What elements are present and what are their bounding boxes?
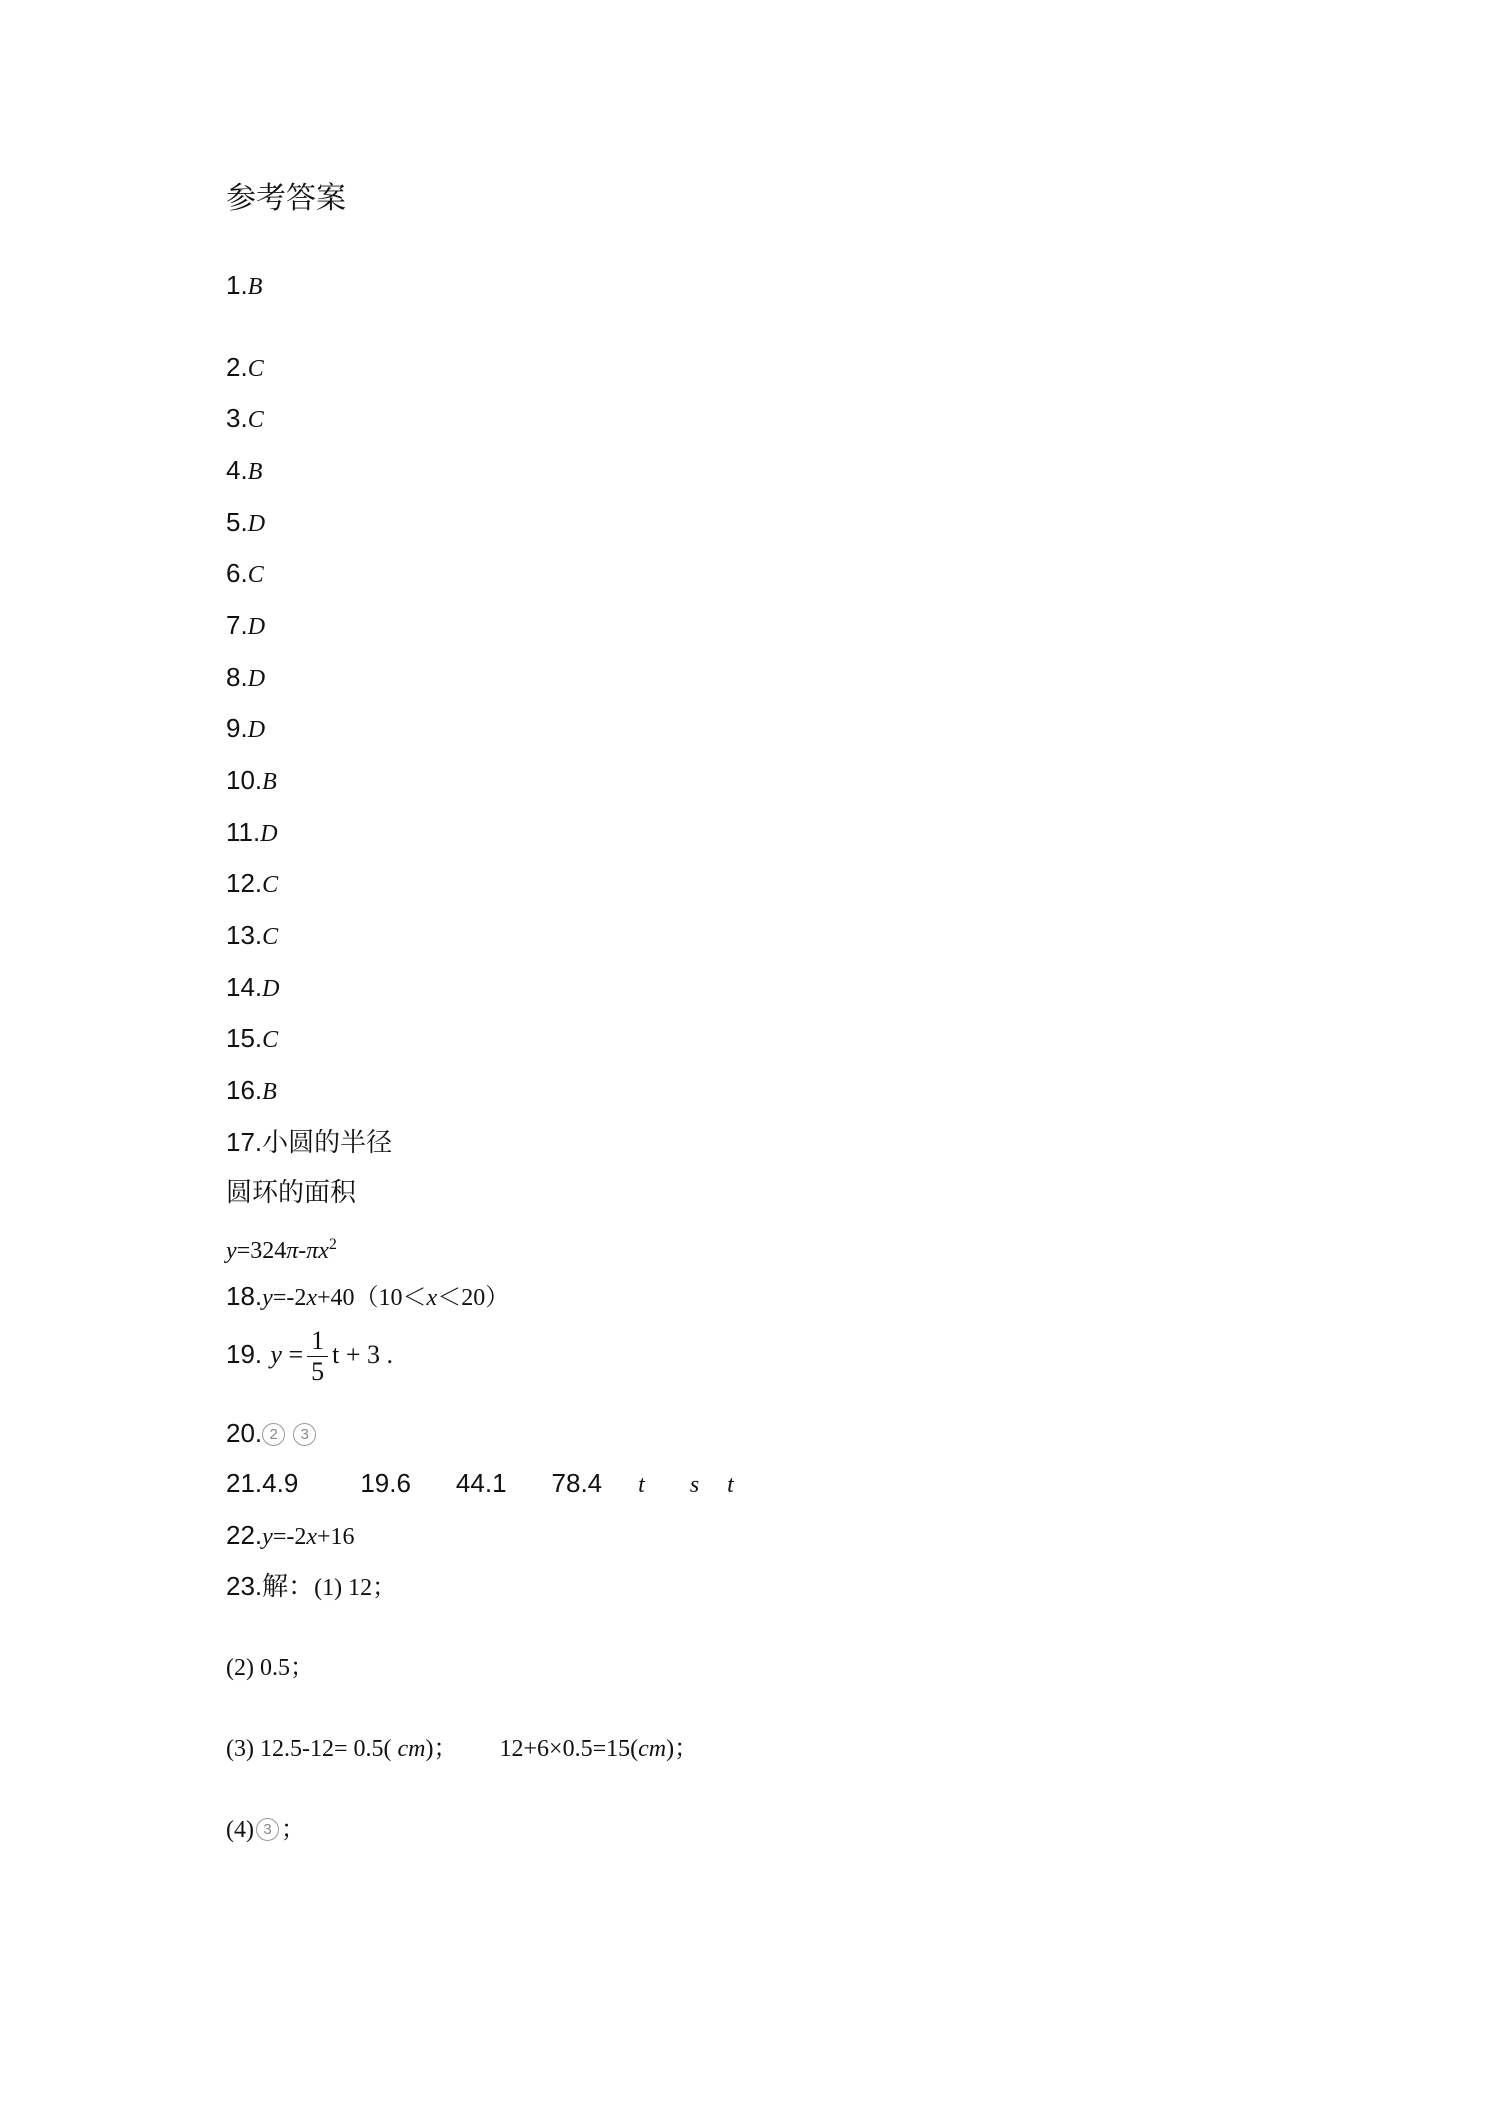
answer-11: 11.D xyxy=(226,817,278,847)
answer-20: 20. 2 3 xyxy=(226,1418,324,1449)
page-title: 参考答案 xyxy=(226,181,346,216)
answer-22: 22.y=-2x+16 xyxy=(226,1520,355,1550)
answer-23-part4: (4) 3 ； xyxy=(226,1817,305,1843)
answer-12: 12.C xyxy=(226,868,279,898)
circled-number: 3 xyxy=(256,1818,279,1841)
answer-15: 15.C xyxy=(226,1023,279,1053)
answer-4: 4.B xyxy=(226,455,263,485)
answer-9: 9.D xyxy=(226,713,266,743)
answer-5: 5.D xyxy=(226,507,266,537)
answer-7: 7.D xyxy=(226,610,266,640)
answer-16: 16.B xyxy=(226,1075,277,1105)
answer-23-part1: 23.解：(1) 12； xyxy=(226,1571,397,1602)
answer-10: 10.B xyxy=(226,765,277,795)
answer-17-line1: 17.小圆的半径 xyxy=(226,1127,393,1158)
fraction: $\frac{1}{5}$ xyxy=(307,1326,328,1387)
answer-21: 21.4.9 19.6 44.1 78.4 t s t xyxy=(226,1468,734,1498)
answer-2: 2.C xyxy=(226,352,264,382)
answer-17-formula: $y=324\pi-\pi x^2$ xyxy=(226,1236,337,1264)
answer-6: 6.C xyxy=(226,558,264,588)
answer-18: 18.y=-2x+40（10＜x＜20） xyxy=(226,1281,510,1311)
answer-23-part2: (2) 0.5； xyxy=(226,1655,314,1681)
answer-23-part3: (3) 12.5-12= 0.5( cm)； 12+6×0.5=15(cm)； xyxy=(226,1736,699,1762)
circled-number: 2 xyxy=(262,1423,285,1446)
circled-number: 3 xyxy=(293,1423,316,1446)
answer-3: 3.C xyxy=(226,403,264,433)
answer-1: 1.B xyxy=(226,270,263,300)
answer-8: 8.D xyxy=(226,662,266,692)
answer-17-line2: 圆环的面积 xyxy=(226,1178,357,1208)
answer-13: 13.C xyxy=(226,920,279,950)
answer-19: 19. y = $\frac{1}{5}$ t + 3 . xyxy=(226,1325,394,1386)
answer-14: 14.D xyxy=(226,972,280,1002)
